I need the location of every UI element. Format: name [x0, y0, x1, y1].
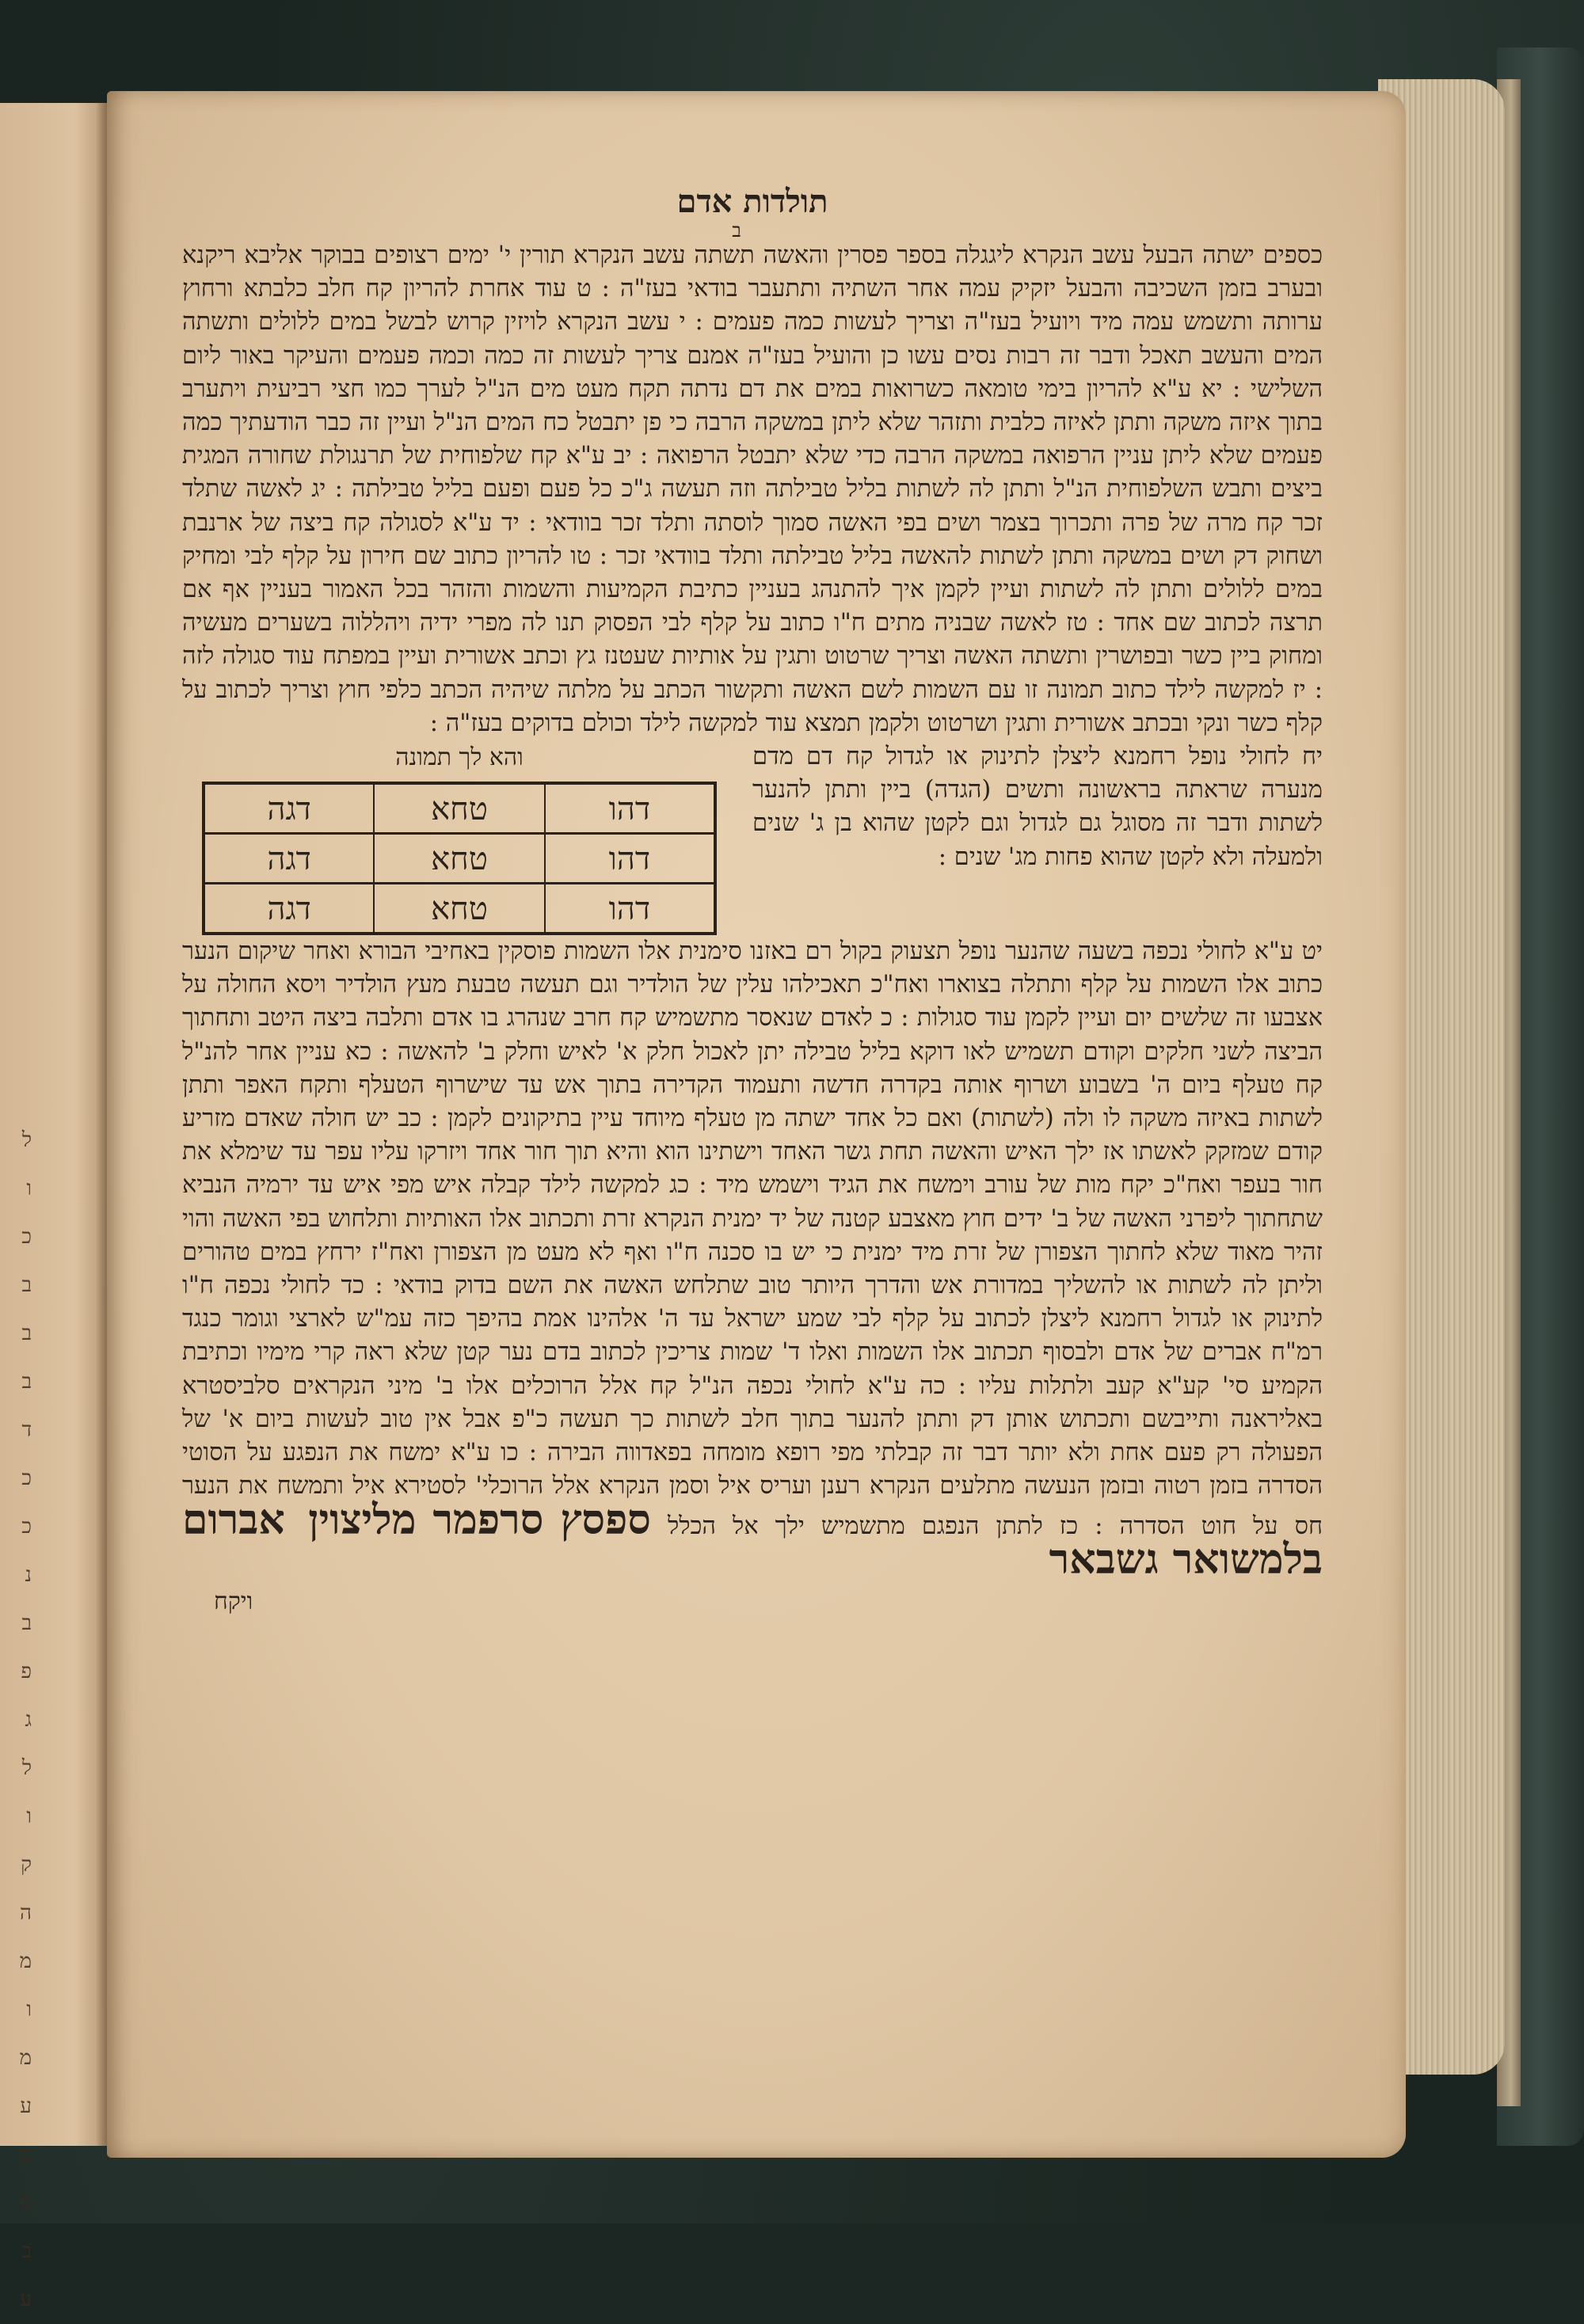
amulet-cell: דהו	[545, 884, 715, 934]
left-page-letter: ס	[20, 2191, 32, 2215]
paragraph-3-text: יט ע"א לחולי נכפה בשעה שהנער נופל תצעוק בקול רם באזנו סימנית אלו השמות פוסקין באחיבי הבורא ואחר שיקום הנער כתוב אלו השמות על קלף ותתלה בצוארו ואח"כ תאכילהו עלין של הולדיר וגם תעשה טבעת מעץ הולדיר ויסא החולה על אצבעו זה שלשים יום ועיין לקמן עוד סגולות : כ לאדם שנאסר מתשמיש קח חרב שנהרג בו אדם ותלבה ביצה היטב ותחתוך הביצה לשני חלקים וקודם תשמיש לאו דוקא בליל טבילה יתן לאכול חלק א' לאיש וחלק ב' להאשה : כא עניין אחר להנ"ל קח טעלף ביום ה' בשבוע ושרוף אותה בקדרה חדשה ותעמוד הקדירה בתוך אש עד שישרוף הטעלף ותקח האפר ותתן לשתות באיזה משקה לו ולה (לשתות) ואם כל אחד ישתה מן טעלף מיוחד עיין בתיקונים לקמן : כב יש חולה שאדם מזריע קודם שמזקק לאשתו אז ילך האיש והאשה תחת גשר האחד וישתינו הוא והיא תוך חור אחד ויזרקו עליו עפר עד שימלא את חור בעפר ואח"כ יקח מות של עורב וימשח את הגיד וישמש מיד : כג למקשה לילד קבלה איש מפי איש עד ירמיה הנביא שתחתוך ליפרני האשה של ב' ידים חוץ מאצבע קטנה של יד ימנית הנקרא זרת ותכתוב אלו האותיות ותלחוש בפי האשה והוי זהיר מאוד שלא לחתוך הצפורן של זרת מיד ימנית כי יש בו סכנה ח"ו ואף לא מעט מן הצפורן ואח"ז ירחץ במים טהורים וליתן לה לשתות או להשליך במדורת אש והדרך היותר טוב שתלחש האשה את השם בדוק בודאי : כד לחולי נכפה ח"ו לתינוק או לגדול רחמנא ליצלן לכתוב על קלף לבי שמע ישראל עד ה' אלהינו אמת בהיפך כזה עמ"ש לארצי וגומר כנגד רמ"ח אברים של אדם ולבסוף תכתוב אלו השמות ואלו ד' שמות צריכין לכתוב בדם נער קטן שלא ראה קרי מימיו וכתיבת הקמיע סי' קע"א קעב ולתלות עליו : כה ע"א לחולי נכפה הנ"ל קח אלל הרוכלים אלו ב' מיני הנקראים סלביסטרא באליראנה ותייבשם ותכתוש אותן דק ותתן להנער בתוך חלב לשתות כך תעשה כ"פ אבל אין טוב לעשות ביום א' של הפעולה רק פעם אחת ולא יותר דבר זה קבלתי מפי רופא מומחה בפאדווה הבירה : כו ע"א ימשח את הנפגע על הסוטי הסדרה בזמן רטוה ובזמן הנעשה מתלעים הנקרא רענן ועריס איל וסמן הנקרא אלל הרוכלי' לסטירא איל ותמשח את הנער חס על חוט הסדרה : כז לתתן הנפגם מתשמיש ילך אל הכלל	[182, 938, 1323, 1540]
amulet-block	[182, 740, 1323, 935]
left-page-letter: מ	[19, 2046, 32, 2070]
amulet-cell: דגה	[267, 890, 311, 927]
left-page-letter: ב	[21, 2239, 32, 2263]
left-page-letter: ב	[21, 1611, 32, 1635]
paragraph-3	[182, 935, 1323, 1583]
left-page-letter: ד	[21, 1418, 32, 1442]
left-page-letter: ה	[20, 1901, 32, 1925]
left-page-letter: מ	[19, 1949, 32, 1973]
left-page	[0, 103, 107, 2311]
amulet-word-1: ספסץ	[560, 1495, 651, 1544]
paragraph-2: יח לחולי נופל רחמנא ליצלן לתינוק או לגדול קח דם מדם מנערה שראתה בראשונה ותשים (הגדה) ביין ותתן להנער לשתות ודבר זה מסוגל גם לגדול וגם לקטן שהוא בן ג' שנים ולמעלה ולא לקטן שהוא פחות מג' שנים :	[752, 743, 1323, 871]
left-page-letter: ו	[26, 1998, 32, 2022]
left-page-letter: ג	[25, 1708, 32, 1732]
text-area	[182, 182, 1323, 1615]
left-page-letter: ע	[20, 2094, 32, 2118]
left-page-letter: ב	[21, 1273, 32, 1297]
book-board	[1497, 48, 1584, 2146]
left-page-letter: ו	[26, 1177, 32, 1200]
left-page-letter: ל	[21, 1128, 32, 1152]
left-page-letter: פ	[21, 1660, 32, 1683]
amulet-table	[202, 782, 717, 935]
amulet-column	[182, 740, 737, 935]
left-page-letter: ב	[21, 1370, 32, 1394]
paragraph-1: כספים ישתה הבעל עשב הנקרא ליגגלה בספר פסרין והאשה תשתה עשב הנקרא תורין י' ימים רצופים בבוקר אליבא ריקנא ובערב בזמן השכיבה והבעל יזקיק עמה אחר השתיה ותתעבר בודאי בעז"ה : ט עוד אחרת להריון קח חלב כלבתא ורחוץ ערותה ותשמש עמה מיד ויועיל בעז"ה וצריך לעשות כמה פעמים : י עשב הנקרא לויזין קרוש לבשל במים ללולים ותשתה המים והעשב תאכל ודבר זה רבות נסים עשו כן והועיל בעז"ה אמנם צריך לעשות זה כמה וכמה פעמים והעיקר באור ליום השלישי : יא ע"א להריון בימי טומאה כשרואות במים את דם נדתה תקח מעט מים הנ"ל לערך כמו חצי רביעית ויתערב בתוך איזה משקה ותתן לאיזה כלבית ותזהר שלא ליתן במשקה הרבה כי פן יתבטל כח המים הנ"ל ועיין זה כבר הודעתיך כמה פעמים שלא ליתן עניין הרפואה במשקה הרבה כדי שלא יתבטל הרפואה : יב ע"א קח שלפוחית של תרנגולת שחורה המגית ביצים ותבש השלפוחית הנ"ל ותתן לה לשתות בליל טבילתה וזה תעשה ג"כ כל פעם ופעם בליל טבילתה : יג לאשה שתלד זכר קח מרה של פרה ותכרוך בצמר ושים בפי האשה סמוך לוסתה ותלד זכר בוודאי : יד ע"א לסגולה קח ביצה של ארנבת ושחוק דק ושים במשקה ותתן לשתות להאשה בליל טבילתה ותלד בוודאי זכר : טו להריון כתוב שם חירון על קלף לבי ומחיק במים ללולים ותתן לה לשתות ועיין לקמן איך להתנהג בעניין כתיבת הקמיעות והשמות והזהר בכל האמור בעניין אף אם תרצה לכתוב שם אחד : טז לאשה שבניה מתים ח"ו כתוב על קלף לבי הפסוק תנו לה מפרי ידיה ויהללוה בשערים מעשיה ומחוק ביין כשר ובפושרין ותשתה האשה וצריך שרטוט ותגין על אותיות שעטנז גץ וכתב אשורית ועיין במפתח עוד סגולה לזה : יז למקשה לילד כתוב תמונה זו עם השמות לשם האשה ותקשור הכתב על מלתה שיהיה הכתב כלפי חוץ וצריך לכתוב על קלף כשר ונקי ובכתב אשורית ותגין ושרטוט ולקמן תמצא עוד למקשה לילד וכולם בדוקים בעז"ה :	[182, 242, 1323, 737]
amulet-word-2: סרפמר	[432, 1495, 544, 1544]
table-caption: והא לך תמונה	[395, 744, 524, 772]
amulet-cell: דגה	[204, 783, 374, 834]
left-page-letter: ע	[20, 2288, 32, 2311]
amulet-row	[204, 783, 715, 834]
left-page-letter: ב	[21, 1322, 32, 1345]
amulet-cell: דגה	[204, 834, 374, 884]
amulet-row	[204, 834, 715, 884]
amulet-cell: דהו	[545, 834, 715, 884]
amulet-cell: טחא	[374, 783, 544, 834]
left-page-letter: נ	[25, 1563, 32, 1587]
left-page-letter: כ	[21, 1515, 32, 1539]
left-page-letter: כ	[21, 1466, 32, 1490]
left-page-letter: ו	[26, 1805, 32, 1828]
running-head: תולדות אדם	[676, 183, 828, 220]
amulet-cell: טחא	[374, 834, 544, 884]
left-page-letters	[8, 1116, 32, 2324]
amulet-word-3: מליצוין אברום בלמשואר גשבאר	[182, 1495, 1323, 1584]
catchword: ויקח	[214, 1587, 253, 1615]
amulet-row	[204, 884, 715, 934]
left-page-letter: ק	[21, 1853, 32, 1877]
left-page-letter: ס	[20, 2143, 32, 2166]
amulet-cell: דהו	[545, 783, 715, 834]
left-page-letter: כ	[21, 1225, 32, 1249]
gutter	[96, 103, 107, 2146]
main-page	[107, 91, 1406, 2158]
left-page-letter: ל	[21, 1756, 32, 1780]
amulet-cell: טחא	[374, 884, 544, 934]
folio-mark: ב	[732, 219, 741, 242]
